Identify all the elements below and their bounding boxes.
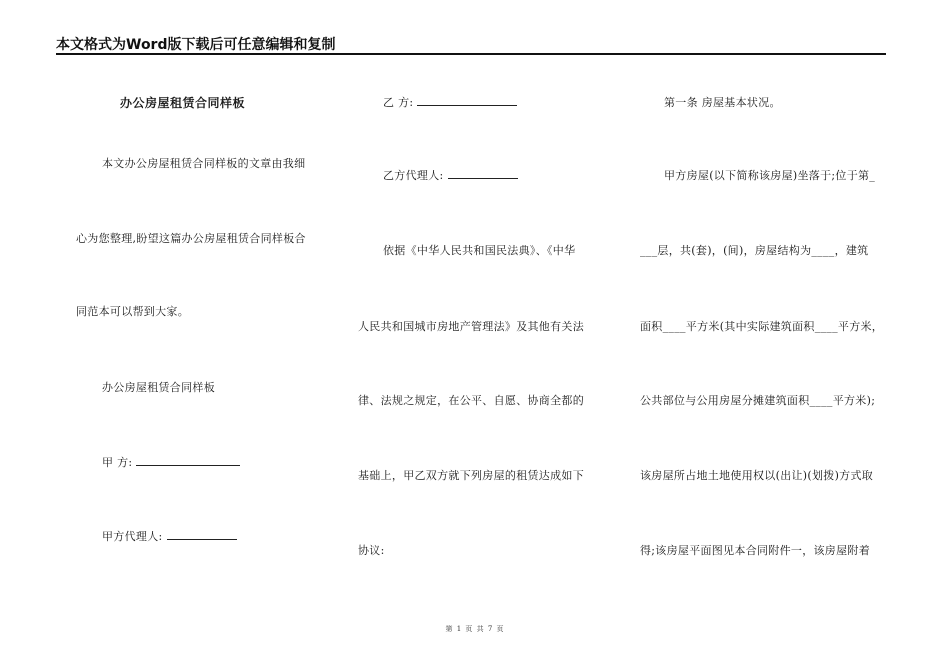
preamble-line-5: 协议: — [358, 544, 385, 557]
party-a-agent-row — [102, 528, 237, 544]
contract-subtitle: 办公房屋租赁合同样板 — [102, 381, 215, 394]
article-1-line-1: 甲方房屋(以下简称该房屋)坐落于;位于第_ — [664, 169, 876, 182]
party-a-row — [102, 454, 240, 470]
intro-line-2: 心为您整理,盼望这篇办公房屋租赁合同样板合 — [76, 232, 306, 245]
party-b-agent-blank — [448, 167, 518, 179]
article-1-line-6: 得;该房屋平面图见本合同附件一，该房屋附着 — [640, 544, 871, 557]
party-b-label: 乙 方: — [383, 96, 414, 109]
contract-title: 办公房屋租赁合同样板 — [120, 96, 246, 110]
preamble-line-1: 依据《中华人民共和国民法典》、《中华 — [383, 244, 576, 257]
page-number: 第 1 页 共 7 页 — [445, 625, 505, 633]
intro-line-1: 本文办公房屋租赁合同样板的文章由我细 — [102, 157, 306, 170]
party-a-label: 甲 方: — [102, 456, 133, 469]
preamble-line-3: 律、法规之规定，在公平、自愿、协商全都的 — [358, 394, 584, 407]
preamble-line-4: 基础上，甲乙双方就下列房屋的租赁达成如下 — [358, 469, 584, 482]
article-1-line-3: 面积____平方米(其中实际建筑面积____平方米， — [640, 320, 884, 333]
party-b-row — [383, 94, 517, 110]
header-divider — [56, 53, 886, 55]
article-1-heading: 第一条 房屋基本状况。 — [664, 96, 781, 109]
article-1-line-4: 公共部位与公用房屋分摊建筑面积____平方米); — [640, 394, 876, 407]
party-a-agent-blank — [167, 528, 237, 540]
party-a-agent-label: 甲方代理人: — [102, 530, 163, 543]
party-a-blank — [136, 454, 240, 466]
party-b-agent-label: 乙方代理人: — [383, 169, 444, 182]
intro-line-3: 同范本可以帮到大家。 — [76, 305, 189, 318]
preamble-line-2: 人民共和国城市房地产管理法》及其他有关法 — [358, 320, 584, 333]
article-1-line-2: ___层，共(套)，(间)，房屋结构为____，建筑 — [640, 244, 869, 257]
article-1-line-5: 该房屋所占地土地使用权以(出让)(划拨)方式取 — [640, 469, 874, 482]
party-b-blank — [417, 94, 517, 106]
document-header-title: 本文格式为Word版下载后可任意编辑和复制 — [56, 37, 336, 53]
party-b-agent-row — [383, 167, 518, 183]
